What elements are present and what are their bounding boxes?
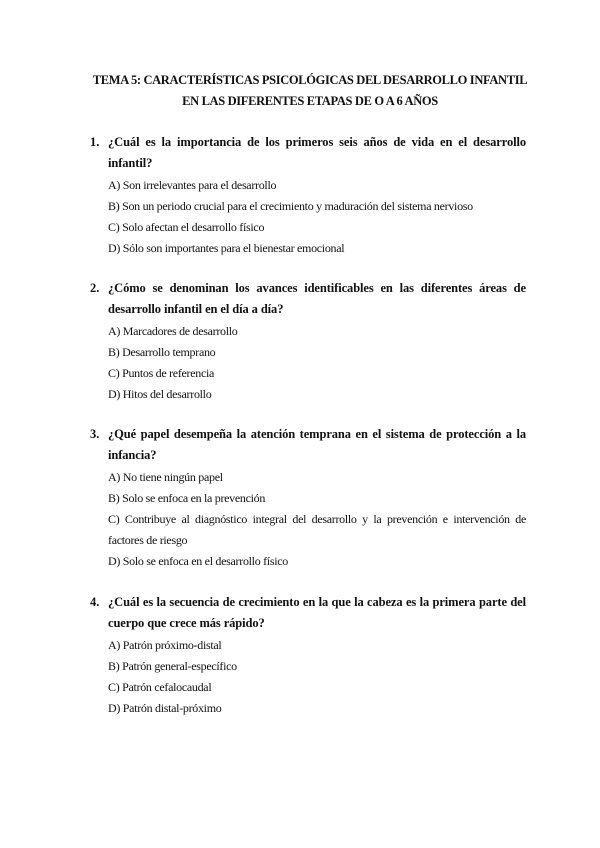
options-list: [108, 321, 526, 405]
option-b: B) Desarrollo temprano: [108, 345, 216, 359]
option-a: A) Patrón próximo-distal: [108, 638, 222, 652]
question-number: 2.: [90, 281, 100, 295]
title-line-2: EN LAS DIFERENTES ETAPAS DE O A 6 AÑOS: [182, 94, 438, 108]
option-b: B) Solo se enfoca en la prevención: [108, 491, 266, 505]
option-a: A) Son irrelevantes para el desarrollo: [108, 178, 277, 192]
option-c: C) Patrón cefalocaudal: [108, 680, 212, 694]
question-number: 1.: [90, 135, 100, 149]
option-b: B) Patrón general-específico: [108, 659, 237, 673]
option-a: A) No tiene ningún papel: [108, 470, 223, 484]
option-c: C) Solo afectan el desarrollo físico: [108, 220, 265, 234]
question-text: ¿Cuál es la secuencia de crecimiento en la que la cabeza es la primera parte del cuerpo que crece más rápido?: [108, 595, 526, 630]
option-b: B) Son un periodo crucial para el crecimiento y maduración del sistema nervioso: [108, 199, 473, 213]
options-list: [108, 635, 526, 719]
question-3: [90, 424, 526, 572]
title-line-1: TEMA 5: CARACTERÍSTICAS PSICOLÓGICAS DEL DESARROLLO INFANTIL: [92, 73, 528, 87]
option-c: C) Puntos de referencia: [108, 366, 215, 380]
question-text: ¿Cómo se denominan los avances identificables en las diferentes áreas de desarrollo infantil en el día a día?: [108, 281, 526, 316]
option-d: D) Patrón distal-próximo: [108, 701, 222, 715]
option-d: D) Hitos del desarrollo: [108, 387, 212, 401]
question-4: [90, 592, 526, 719]
option-d: D) Solo se enfoca en el desarrollo físico: [108, 554, 288, 568]
question-number: 4.: [90, 595, 100, 609]
question-text: ¿Cuál es la importancia de los primeros seis años de vida en el desarrollo infantil?: [108, 135, 526, 170]
document-title: [60, 70, 560, 112]
option-d: D) Sólo son importantes para el bienestar emocional: [108, 241, 345, 255]
option-c: C) Contribuye al diagnóstico integral del desarrollo y la prevención e intervención de factores de riesgo: [108, 512, 526, 547]
options-list: [108, 175, 526, 259]
question-number: 3.: [90, 427, 100, 441]
question-text: ¿Qué papel desempeña la atención temprana en el sistema de protección a la infancia?: [108, 427, 526, 462]
question-1: [90, 132, 526, 259]
option-a: A) Marcadores de desarrollo: [108, 324, 238, 338]
options-list: [108, 467, 526, 572]
question-2: [90, 278, 526, 405]
